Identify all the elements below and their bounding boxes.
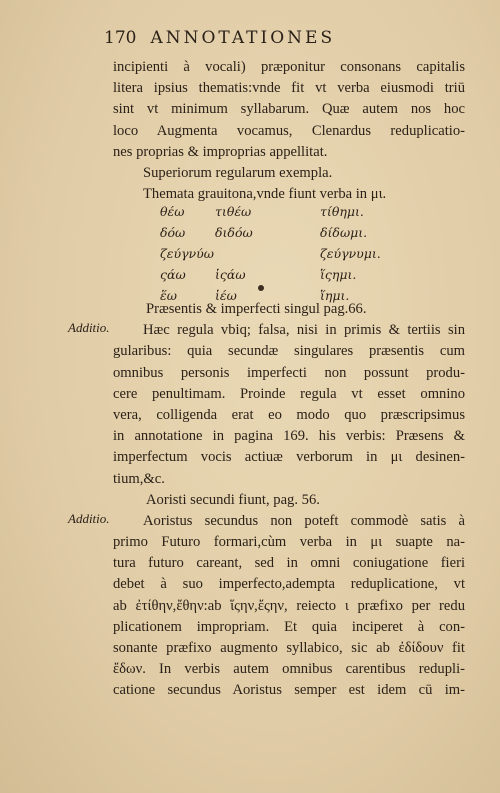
- greek-verb-table: [140, 204, 400, 309]
- section-heading: Præsentis & imperfecti singul pag.66.: [146, 301, 367, 317]
- text-line: debet à suo imperfecto,adempta reduplicatione, vt: [113, 576, 465, 593]
- ink-blot: [258, 285, 264, 291]
- section-heading: Themata grauitona,vnde fiunt verba in μι.: [143, 186, 387, 203]
- section-heading: Superiorum regularum exempla.: [143, 164, 333, 181]
- table-cell: διδόω: [215, 225, 253, 240]
- table-cell: δίδωμι.: [320, 225, 368, 240]
- text-line: primo Futuro formari,cùm verba in μι suapte na-: [113, 534, 465, 551]
- margin-note: Additio.: [68, 511, 110, 526]
- table-cell: ἕω: [160, 288, 177, 303]
- text-line: sonante præfixo augmento syllabico, sic ab ἐδίδουν fit: [113, 640, 465, 656]
- table-cell: ςάω: [160, 267, 186, 282]
- main-text-2: [113, 299, 465, 702]
- text-line: tium,&c.: [113, 470, 165, 487]
- page-number: 170: [104, 28, 137, 48]
- text-line: sint vt minimum syllabarum. Quæ autem nos hoc: [113, 101, 465, 118]
- table-cell: ἱέω: [215, 288, 237, 303]
- text-line: incipienti à vocali) præponitur consonans capitalis: [113, 59, 465, 75]
- text-line: ab ἐτίθην,ἔθην:ab ἵςην,ἔςην, reiecto ι præfixo per redu: [113, 597, 465, 614]
- table-cell: τιθέω: [215, 204, 252, 219]
- running-header: [104, 28, 424, 48]
- table-cell: δόω: [160, 225, 186, 240]
- text-line: cere penultimam. Proinde regula vt esset omnino: [113, 385, 465, 402]
- text-line: omnibus personis imperfecti non possunt produ-: [113, 364, 465, 381]
- table-row: [140, 267, 400, 288]
- main-text: [113, 57, 465, 205]
- table-cell: θέω: [160, 204, 185, 219]
- text-line: Aoristus secundus non poteft commodè satis à: [143, 512, 465, 529]
- text-line: catione secundus Aoristus semper est idem cū im-: [113, 682, 465, 699]
- table-cell: τίθημι.: [320, 204, 364, 219]
- text-line: ἔδων. In verbis autem omnibus carentibus redupli-: [113, 661, 465, 678]
- table-row: [140, 246, 400, 267]
- text-line: Hæc regula vbiq; falsa, nisi in primis & tertiis sin: [143, 322, 465, 339]
- table-cell: ζεύγνύω: [160, 246, 214, 261]
- section-heading: Aoristi secundi fiunt, pag. 56.: [146, 491, 320, 508]
- text-line: in annotatione in pagina 169. his verbis: Præsens &: [113, 428, 465, 445]
- table-cell: ἵςημι.: [320, 267, 357, 282]
- text-line: imperfectum vocis actiuæ verborum in μι desinen-: [113, 449, 465, 466]
- margin-note: Additio.: [68, 320, 110, 335]
- text-line: gularibus: quia secundæ singulares præsentis cum: [113, 343, 465, 360]
- table-row: [140, 225, 400, 246]
- table-cell: ἱςάω: [215, 267, 246, 282]
- text-line: loco Augmenta vocamus, Clenardus reduplicatio-: [113, 122, 465, 139]
- table-cell: ἵημι.: [320, 288, 350, 303]
- running-title: ANNOTATIONES: [150, 28, 336, 48]
- text-line: vera, colligenda erat eo modo quo præscripsimus: [113, 406, 465, 423]
- table-row: [140, 204, 400, 225]
- text-line: nes proprias & improprias appellitat.: [113, 143, 328, 160]
- text-line: plicationem impropriam. Et quia inciperet à con-: [113, 618, 465, 635]
- text-line: tura futuro careant, sed in omni coniugatione fieri: [113, 555, 465, 572]
- text-line: litera ipsius thematis:vnde fit vt verba eiusmodi triū: [113, 80, 465, 97]
- table-cell: ζεύγνυμι.: [320, 246, 381, 261]
